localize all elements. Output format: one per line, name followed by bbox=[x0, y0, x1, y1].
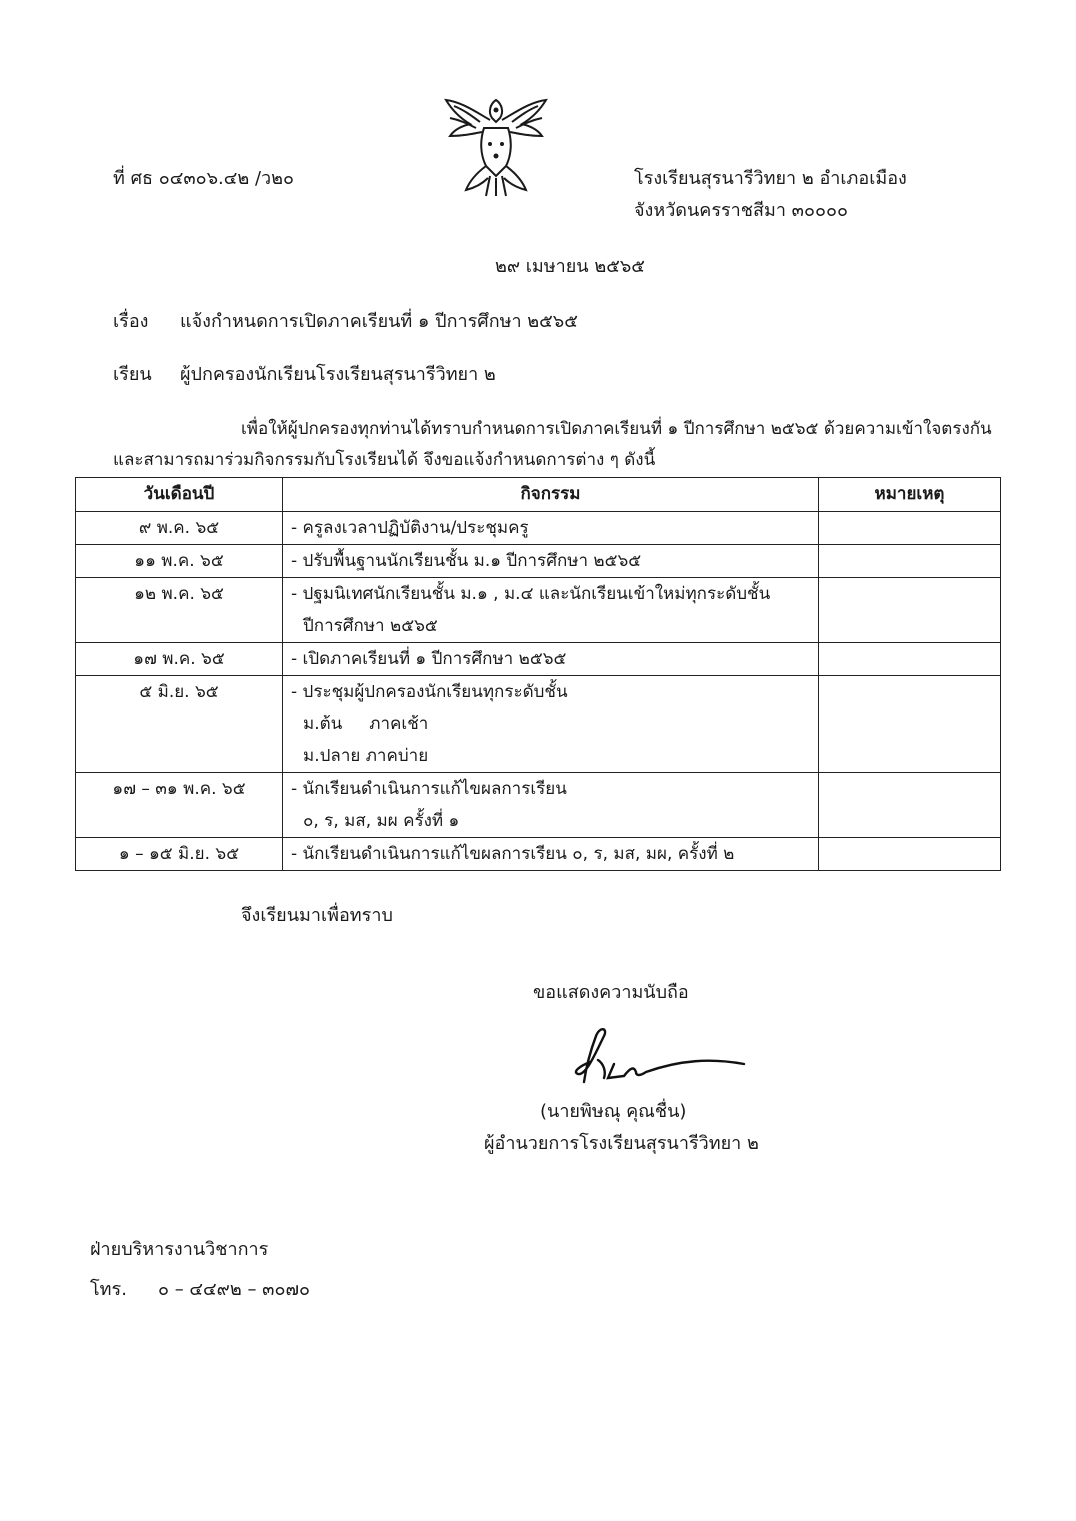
signature-image bbox=[560, 1022, 750, 1088]
school-address-line1: โรงเรียนสุรนารีวิทยา ๒ อำเภอเมือง bbox=[634, 168, 907, 189]
row-note bbox=[819, 773, 1001, 838]
row-note bbox=[819, 676, 1001, 773]
recipient-text: ผู้ปกครองนักเรียนโรงเรียนสุรนารีวิทยา ๒ bbox=[180, 364, 496, 385]
footer-department: ฝ่ายบริหารงานวิชาการ bbox=[90, 1239, 269, 1260]
header-activity: กิจกรรม bbox=[283, 478, 819, 512]
row-note bbox=[819, 578, 1001, 643]
row-note bbox=[819, 643, 1001, 676]
row-date: ๕ มิ.ย. ๖๕ bbox=[76, 676, 283, 773]
closing-regards: ขอแสดงความนับถือ bbox=[533, 982, 689, 1003]
table-header-row bbox=[76, 478, 1001, 512]
recipient-label: เรียน bbox=[113, 364, 152, 385]
row-date: ๙ พ.ค. ๖๕ bbox=[76, 512, 283, 545]
table-row bbox=[76, 512, 1001, 545]
row-activity bbox=[283, 512, 819, 545]
activity-line: ม.ต้น ภาคเช้า bbox=[303, 714, 429, 734]
activity-line: - ประชุมผู้ปกครองนักเรียนทุกระดับชั้น bbox=[291, 682, 568, 702]
activity-line: ปีการศึกษา ๒๕๖๕ bbox=[303, 616, 438, 636]
activity-line: ม.ปลาย ภาคบ่าย bbox=[303, 746, 429, 766]
signer-title: ผู้อำนวยการโรงเรียนสุรนารีวิทยา ๒ bbox=[484, 1133, 759, 1154]
activity-line: - นักเรียนดำเนินการแก้ไขผลการเรียน ๐, ร, มส, มผ, ครั้งที่ ๒ bbox=[291, 844, 735, 864]
row-activity bbox=[283, 578, 819, 643]
body-paragraph-line2: และสามารถมาร่วมกิจกรรมกับโรงเรียนได้ จึงขอแจ้งกำหนดการต่าง ๆ ดังนี้ bbox=[113, 450, 656, 470]
activity-line: - ปรับพื้นฐานนักเรียนชั้น ม.๑ ปีการศึกษา ๒๕๖๕ bbox=[291, 551, 642, 571]
row-note bbox=[819, 512, 1001, 545]
table-row bbox=[76, 773, 1001, 838]
activity-line: - ปฐมนิเทศนักเรียนชั้น ม.๑ , ม.๔ และนักเรียนเข้าใหม่ทุกระดับชั้น bbox=[291, 584, 771, 604]
header-date: วันเดือนปี bbox=[76, 478, 283, 512]
subject-text: แจ้งกำหนดการเปิดภาคเรียนที่ ๑ ปีการศึกษา ๒๕๖๕ bbox=[180, 311, 578, 332]
footer-phone-label: โทร. bbox=[90, 1279, 127, 1300]
table-row bbox=[76, 676, 1001, 773]
activity-line: - ครูลงเวลาปฏิบัติงาน/ประชุมครู bbox=[291, 518, 529, 538]
table-row bbox=[76, 838, 1001, 871]
row-note bbox=[819, 838, 1001, 871]
table-row bbox=[76, 643, 1001, 676]
activity-line: - เปิดภาคเรียนที่ ๑ ปีการศึกษา ๒๕๖๕ bbox=[291, 649, 567, 669]
closing-informational: จึงเรียนมาเพื่อทราบ bbox=[241, 905, 393, 926]
garuda-emblem-icon bbox=[440, 92, 552, 200]
row-activity bbox=[283, 773, 819, 838]
activity-line: ๐, ร, มส, มผ ครั้งที่ ๑ bbox=[303, 811, 460, 831]
subject-label: เรื่อง bbox=[113, 311, 149, 332]
row-activity bbox=[283, 545, 819, 578]
document-date: ๒๙ เมษายน ๒๕๖๕ bbox=[495, 256, 645, 277]
school-address-line2: จังหวัดนครราชสีมา ๓๐๐๐๐ bbox=[634, 200, 848, 221]
schedule-table bbox=[75, 477, 1001, 871]
table-row bbox=[76, 545, 1001, 578]
signer-name: (นายพิษณุ คุณชื่น) bbox=[540, 1101, 687, 1122]
row-date: ๑๑ พ.ค. ๖๕ bbox=[76, 545, 283, 578]
body-paragraph-line1: เพื่อให้ผู้ปกครองทุกท่านได้ทราบกำหนดการเปิดภาคเรียนที่ ๑ ปีการศึกษา ๒๕๖๕ ด้วยความเข้าใจตรงกัน bbox=[241, 419, 992, 439]
row-activity bbox=[283, 676, 819, 773]
table-row bbox=[76, 578, 1001, 643]
header-note: หมายเหตุ bbox=[819, 478, 1001, 512]
row-date: ๑๗ พ.ค. ๖๕ bbox=[76, 643, 283, 676]
activity-line: - นักเรียนดำเนินการแก้ไขผลการเรียน bbox=[291, 779, 567, 799]
row-note bbox=[819, 545, 1001, 578]
row-activity bbox=[283, 643, 819, 676]
document-number: ที่ ศธ ๐๔๓๐๖.๔๒ /ว๒๐ bbox=[113, 168, 295, 189]
row-date: ๑๗ – ๓๑ พ.ค. ๖๕ bbox=[76, 773, 283, 838]
row-activity bbox=[283, 838, 819, 871]
footer-phone-number: ๐ – ๔๔๙๒ – ๓๐๗๐ bbox=[158, 1279, 310, 1300]
row-date: ๑๒ พ.ค. ๖๕ bbox=[76, 578, 283, 643]
row-date: ๑ – ๑๕ มิ.ย. ๖๕ bbox=[76, 838, 283, 871]
